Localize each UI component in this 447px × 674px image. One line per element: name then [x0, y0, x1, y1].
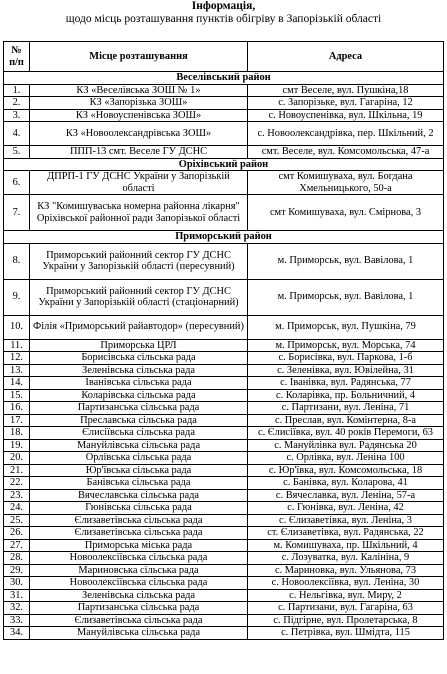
table-row: [4, 352, 444, 365]
row-number: 3.: [4, 109, 30, 122]
row-number: 18.: [4, 427, 30, 440]
row-number: 29.: [4, 564, 30, 577]
row-location: Єлизаветівська сільська рада: [30, 527, 248, 540]
row-address: с. Запорізьке, вул. Гагаріна, 12: [248, 97, 444, 110]
row-address: с. Єлисіївка, вул. 40 років Перемоги, 63: [248, 427, 444, 440]
table-row: [4, 414, 444, 427]
row-location: Приморська міська рада: [30, 539, 248, 552]
row-address: м. Приморськ, вул. Пушкіна, 79: [248, 315, 444, 339]
table-row: [4, 109, 444, 122]
row-address: с. Підгірне, вул. Пролетарська, 8: [248, 614, 444, 627]
row-address: с. Мануйлівка вул. Радянська 20: [248, 439, 444, 452]
row-address: с. Коларівка, пр. Больничний, 4: [248, 389, 444, 402]
row-number: 1.: [4, 84, 30, 97]
table-row: [4, 146, 444, 159]
row-location: КЗ «Веселівська ЗОШ № 1»: [30, 84, 248, 97]
row-location: Мануйлівська сільська рада: [30, 627, 248, 640]
section-title: Веселівський район: [4, 72, 444, 85]
row-number: 11.: [4, 339, 30, 352]
section-row: [4, 231, 444, 244]
row-number: 31.: [4, 589, 30, 602]
row-address: с. Новоолексіївка, вул. Леніна, 30: [248, 577, 444, 590]
row-address: с. Вячеславка, вул. Леніна, 57-а: [248, 489, 444, 502]
row-location: Орлівська сільська рада: [30, 452, 248, 465]
row-address: м. Приморськ, вул. Вавілова, 1: [248, 279, 444, 315]
table-row: [4, 339, 444, 352]
row-location: Партизанська сільська рада: [30, 602, 248, 615]
row-number: 21.: [4, 464, 30, 477]
row-address: м. Комишуваха, пр. Шкільний, 4: [248, 539, 444, 552]
table-row: [4, 97, 444, 110]
table-row: [4, 402, 444, 415]
row-location: ДПРП-1 ГУ ДСНС України у Запорізькій області: [30, 171, 248, 195]
section-title: Оріхівський район: [4, 158, 444, 171]
row-address: с. Єлизаветівка, вул. Леніна, 3: [248, 514, 444, 527]
row-address: с. Новоуспенівка, вул. Шкільна, 19: [248, 109, 444, 122]
table-row: [4, 527, 444, 540]
row-address: с. Юр'ївка, вул. Комсомольська, 18: [248, 464, 444, 477]
row-number: 14.: [4, 377, 30, 390]
row-location: Зеленівська сільська рада: [30, 589, 248, 602]
title-line-1: Інформація,: [191, 0, 256, 12]
row-location: Гюнівська сільська рада: [30, 502, 248, 515]
row-location: Приморська ЦРЛ: [30, 339, 248, 352]
row-number: 33.: [4, 614, 30, 627]
table-row: [4, 122, 444, 146]
row-address: с. Банівка, вул. Коларова, 41: [248, 477, 444, 490]
row-address: ст. Єлизаветівка, вул. Радянська, 22: [248, 527, 444, 540]
row-number: 15.: [4, 389, 30, 402]
row-number: 24.: [4, 502, 30, 515]
row-location: Партизанська сільська рада: [30, 402, 248, 415]
table-row: [4, 477, 444, 490]
row-number: 8.: [4, 243, 30, 279]
row-number: 28.: [4, 552, 30, 565]
row-number: 20.: [4, 452, 30, 465]
row-address: с. Нельгівка, вул. Миру, 2: [248, 589, 444, 602]
table-row: [4, 627, 444, 640]
row-number: 19.: [4, 439, 30, 452]
row-location: Борисівська сільська рада: [30, 352, 248, 365]
table-row: [4, 589, 444, 602]
table-header-row: [4, 42, 444, 72]
row-address: с. Лозуватка, вул. Калініна, 9: [248, 552, 444, 565]
row-location: Єлисіївська сільська рада: [30, 427, 248, 440]
header-address: Адреса: [248, 42, 444, 72]
row-location: ППП-13 смт. Веселе ГУ ДСНС: [30, 146, 248, 159]
table-row: [4, 464, 444, 477]
row-location: Преславська сільська рада: [30, 414, 248, 427]
row-number: 22.: [4, 477, 30, 490]
row-address: смт Веселе, вул. Пушкіна,18: [248, 84, 444, 97]
table-row: [4, 552, 444, 565]
row-number: 10.: [4, 315, 30, 339]
table-row: [4, 389, 444, 402]
row-number: 6.: [4, 171, 30, 195]
row-address: смт Комишуваха, вул. Смірнова, 3: [248, 195, 444, 231]
row-location: КЗ «Новоуспенівська ЗОШ»: [30, 109, 248, 122]
section-row: [4, 72, 444, 85]
table-row: [4, 514, 444, 527]
row-location: КЗ «Новоолександрівська ЗОШ»: [30, 122, 248, 146]
heating-points-table: [3, 41, 444, 640]
section-title: Приморський район: [4, 231, 444, 244]
row-location: Новоолексіївська сільська рада: [30, 552, 248, 565]
row-address: с. Зеленівка, вул. Ювілейна, 31: [248, 364, 444, 377]
row-location: Єлизаветівська сільська рада: [30, 614, 248, 627]
table-row: [4, 502, 444, 515]
table-row: [4, 243, 444, 279]
row-location: КЗ "Комишуваська номерна районна лікарня" Оріхівської районної ради Запорізької області: [30, 195, 248, 231]
row-address: смт Комишуваха, вул. Богдана Хмельницького, 50-а: [248, 171, 444, 195]
row-location: Банівська сільська рада: [30, 477, 248, 490]
row-address: с. Орлівка, вул. Леніна 100: [248, 452, 444, 465]
row-number: 30.: [4, 577, 30, 590]
row-number: 32.: [4, 602, 30, 615]
table-row: [4, 377, 444, 390]
row-location: КЗ «Запорізька ЗОШ»: [30, 97, 248, 110]
row-location: Мануйлівська сільська рада: [30, 439, 248, 452]
row-number: 13.: [4, 364, 30, 377]
row-location: Вячеславська сільська рада: [30, 489, 248, 502]
table-row: [4, 195, 444, 231]
row-location: Коларівська сільська рада: [30, 389, 248, 402]
document-title: [0, 0, 447, 26]
row-number: 7.: [4, 195, 30, 231]
row-address: с. Петрівка, вул. Шмідта, 115: [248, 627, 444, 640]
header-location: Місце розташування: [30, 42, 248, 72]
table-row: [4, 489, 444, 502]
row-number: 27.: [4, 539, 30, 552]
row-number: 4.: [4, 122, 30, 146]
row-location: Приморський районний сектор ГУ ДСНС України у Запорізькій області (стаціонарний): [30, 279, 248, 315]
row-number: 34.: [4, 627, 30, 640]
row-location: Мариновська сільська рада: [30, 564, 248, 577]
row-number: 2.: [4, 97, 30, 110]
row-address: с. Гюнівка, вул. Леніна, 42: [248, 502, 444, 515]
row-number: 17.: [4, 414, 30, 427]
row-address: с. Партизани, вул. Леніна, 71: [248, 402, 444, 415]
table-row: [4, 84, 444, 97]
section-row: [4, 158, 444, 171]
row-number: 26.: [4, 527, 30, 540]
row-location: Іванівська сільська рада: [30, 377, 248, 390]
row-number: 12.: [4, 352, 30, 365]
row-address: смт. Веселе, вул. Комсомольська, 47-а: [248, 146, 444, 159]
table-row: [4, 427, 444, 440]
row-location: Приморський районний сектор ГУ ДСНС України у Запорізькій області (пересувний): [30, 243, 248, 279]
row-number: 25.: [4, 514, 30, 527]
row-location: Єлизаветівська сільська рада: [30, 514, 248, 527]
title-line-2: щодо місць розташування пунктів обігріву в Запорізькій області: [65, 13, 382, 25]
row-number: 9.: [4, 279, 30, 315]
row-number: 23.: [4, 489, 30, 502]
row-address: м. Приморськ, вул. Морська, 74: [248, 339, 444, 352]
row-address: с. Іванівка, вул. Радянська, 77: [248, 377, 444, 390]
table-row: [4, 452, 444, 465]
row-number: 16.: [4, 402, 30, 415]
row-address: с. Борисівка, вул. Паркова, 1-б: [248, 352, 444, 365]
row-location: Філія «Приморський райавтодор» (пересувний): [30, 315, 248, 339]
table-body: [4, 72, 444, 640]
table-row: [4, 171, 444, 195]
row-location: Юр'ївська сільська рада: [30, 464, 248, 477]
table-row: [4, 439, 444, 452]
table-row: [4, 564, 444, 577]
table-row: [4, 602, 444, 615]
header-number: № п/п: [4, 42, 30, 72]
table-row: [4, 364, 444, 377]
row-address: с. Партизани, вул. Гагаріна, 63: [248, 602, 444, 615]
table-row: [4, 577, 444, 590]
table-row: [4, 539, 444, 552]
row-number: 5.: [4, 146, 30, 159]
row-location: Новоолексіївська сільська рада: [30, 577, 248, 590]
row-location: Зеленівська сільська рада: [30, 364, 248, 377]
table-row: [4, 279, 444, 315]
row-address: с. Преслав, вул. Комінтерна, 8-а: [248, 414, 444, 427]
row-address: м. Приморськ, вул. Вавілова, 1: [248, 243, 444, 279]
row-address: с. Новоолександрівка, пер. Шкільний, 2: [248, 122, 444, 146]
row-address: с. Мариновка, вул. Ульянова, 73: [248, 564, 444, 577]
table-row: [4, 315, 444, 339]
table-row: [4, 614, 444, 627]
